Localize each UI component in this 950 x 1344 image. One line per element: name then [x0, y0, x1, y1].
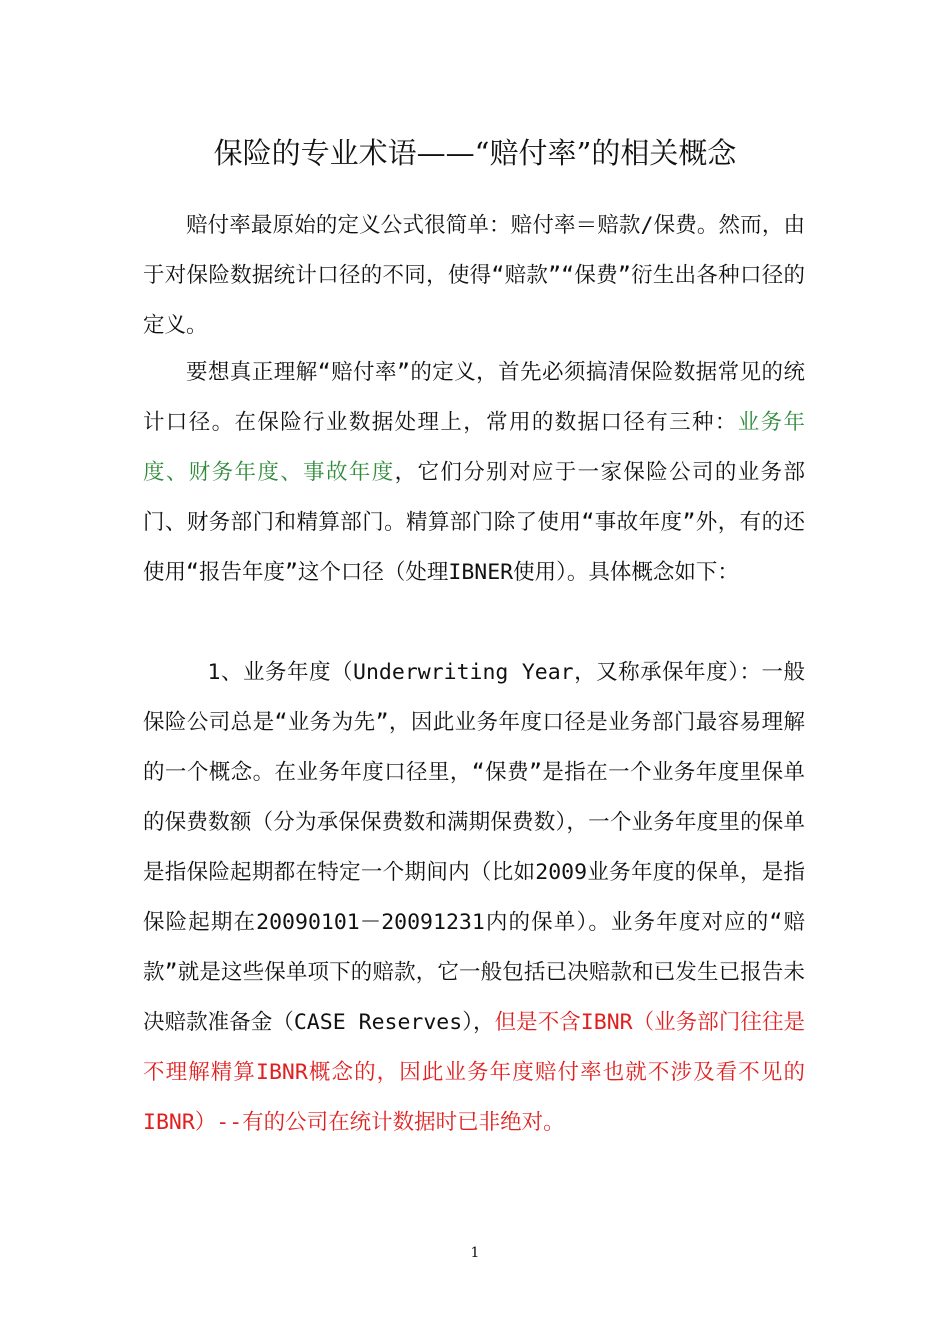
- page-number: 1: [470, 1245, 480, 1261]
- paragraph-text: [143, 648, 805, 1148]
- paragraph-2: [143, 348, 805, 598]
- red-highlight-text: 但是不含IBNR（业务部门往往是不理解精算IBNR概念的，因此业务年度赔付率也就不涉及看不见的IBNR）--有的公司在统计数据时已非绝对。: [143, 1010, 805, 1135]
- document-title: 保险的专业术语——“赔付率”的相关概念: [213, 136, 737, 170]
- green-highlight-text: 业务年度、财务年度、事故年度: [143, 410, 805, 485]
- paragraph-1: [143, 201, 805, 351]
- paragraph-text-tail: ，它们分别对应于一家保险公司的业务部门、财务部门和精算部门。精算部门除了使用“事故年度”外，有的还使用“报告年度”这个口径（处理IBNER使用）。具体概念如下：: [143, 460, 805, 585]
- paragraph-text-lead: 要想真正理解“赔付率”的定义，首先必须搞清保险数据常见的统计口径。在保险行业数据处理上，常用的数据口径有三种：: [143, 360, 805, 435]
- paragraph-text: [143, 348, 805, 598]
- paragraph-3: [143, 648, 805, 1148]
- paragraph-text: 赔付率最原始的定义公式很简单：赔付率＝赔款/保费。然而，由于对保险数据统计口径的不同，使得“赔款”“保费”衍生出各种口径的定义。: [143, 213, 805, 338]
- paragraph-text-lead: 1、业务年度（Underwriting Year，又称承保年度）：一般保险公司总是“业务为先”，因此业务年度口径是业务部门最容易理解的一个概念。在业务年度口径里，“保费”是指在一个业务年度里保单的保费数额（分为承保保费数和满期保费数），一个业务年度里的保单是指保险起期都在特定一个期间内（比如2009业务年度的保单，是指保险起期在20090101－20091231内的保单）。业务年度对应的“赔款”就是这些保单项下的赔款，它一般包括已决赔款和已发生已报告未决赔款准备金（CASE Reserves），: [143, 660, 805, 1035]
